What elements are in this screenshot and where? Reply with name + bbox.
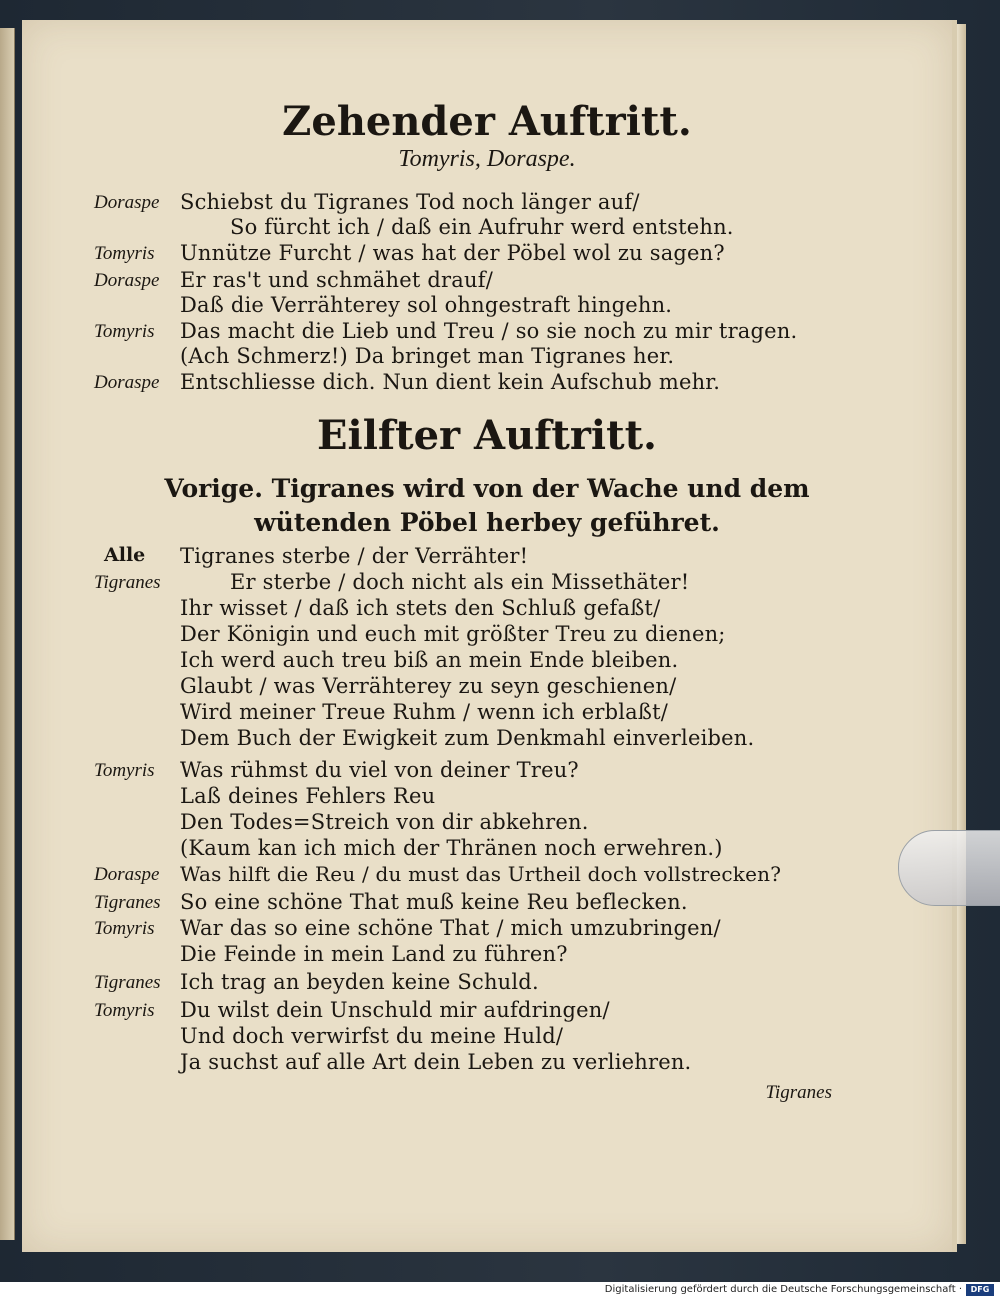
speaker-label: Tigranes xyxy=(94,572,161,593)
page-tab-marker xyxy=(898,830,1000,906)
footer-bar xyxy=(0,1282,1000,1299)
verse-line: Du wilst dein Unschuld mir aufdringen/ xyxy=(180,998,610,1022)
speaker-label: Alle xyxy=(104,544,146,566)
speaker-label: Tomyris xyxy=(94,1000,155,1021)
catchword: Tigranes xyxy=(765,1082,832,1103)
scene10-cast: Tomyris, Doraspe. xyxy=(398,146,576,172)
scene11-cast-line1: Vorige. Tigranes wird von der Wache und dem xyxy=(164,474,810,503)
speaker-label: Tomyris xyxy=(94,321,155,342)
scene11-title: Eilfter Auftritt. xyxy=(317,412,657,459)
verse-line: Was hilft die Reu / du must das Urtheil doch vollstrecken? xyxy=(180,862,782,886)
speaker-label: Doraspe xyxy=(94,270,160,291)
verse-line: Ich trag an beyden keine Schuld. xyxy=(180,970,539,994)
speaker-label: Tomyris xyxy=(94,243,155,264)
verse-line: Das macht die Lieb und Treu / so sie noch zu mir tragen. xyxy=(180,319,798,343)
verse-line: Unnütze Furcht / was hat der Pöbel wol zu sagen? xyxy=(180,241,725,265)
verse-line: War das so eine schöne That / mich umzubringen/ xyxy=(180,916,721,940)
speaker-label: Tigranes xyxy=(94,972,161,993)
verse-line: Was rühmst du viel von deiner Treu? xyxy=(180,758,579,782)
speaker-label: Doraspe xyxy=(94,192,160,213)
verse-line: Ich werd auch treu biß an mein Ende bleiben. xyxy=(180,648,679,672)
verse-line: Tigranes sterbe / der Verrähter! xyxy=(180,544,529,568)
scene10-title: Zehender Auftritt. xyxy=(282,98,692,145)
verse-line: Wird meiner Treue Ruhm / wenn ich erblaßt/ xyxy=(180,700,669,724)
speaker-label: Doraspe xyxy=(94,864,160,885)
verse-line: Schiebst du Tigranes Tod noch länger auf/ xyxy=(180,190,640,214)
facing-page-edge xyxy=(0,28,15,1240)
speaker-label: Tomyris xyxy=(94,918,155,939)
verse-line: Laß deines Fehlers Reu xyxy=(180,784,436,808)
speaker-label: Tigranes xyxy=(94,892,161,913)
verse-line: Ihr wisset / daß ich stets den Schluß gefaßt/ xyxy=(180,596,661,620)
verse-line: Und doch verwirfst du meine Huld/ xyxy=(180,1024,564,1048)
speaker-label: Doraspe xyxy=(94,372,160,393)
speaker-label: Tomyris xyxy=(94,760,155,781)
verse-line: So fürcht ich / daß ein Aufruhr werd entstehn. xyxy=(230,215,734,239)
verse-line: So eine schöne That muß keine Reu beflecken. xyxy=(180,890,688,914)
scene11-cast-line2: wütenden Pöbel herbey geführet. xyxy=(254,508,720,537)
dfg-logo: DFG xyxy=(966,1284,994,1296)
verse-line: (Kaum kan ich mich der Thränen noch erwehren.) xyxy=(180,836,723,860)
verse-line: (Ach Schmerz!) Da bringet man Tigranes her. xyxy=(180,344,675,368)
verse-line: Er sterbe / doch nicht als ein Missethäter! xyxy=(230,570,690,594)
verse-line: Daß die Verrähterey sol ohngestraft hingehn. xyxy=(180,293,673,317)
book-page xyxy=(22,20,957,1252)
verse-line: Glaubt / was Verrähterey zu seyn geschienen/ xyxy=(180,674,677,698)
verse-line: Ja suchst auf alle Art dein Leben zu verliehren. xyxy=(180,1050,692,1074)
verse-line: Der Königin und euch mit größter Treu zu dienen; xyxy=(180,622,726,646)
verse-line: Dem Buch der Ewigkeit zum Denkmahl einverleiben. xyxy=(180,726,755,750)
verse-line: Entschliesse dich. Nun dient kein Aufschub mehr. xyxy=(180,370,721,394)
verse-line: Er ras't und schmähet drauf/ xyxy=(180,268,493,292)
verse-line: Die Feinde in mein Land zu führen? xyxy=(180,942,568,966)
verse-line: Den Todes=Streich von dir abkehren. xyxy=(180,810,589,834)
footer-credit: Digitalisierung gefördert durch die Deutsche Forschungsgemeinschaft · xyxy=(604,1284,962,1295)
